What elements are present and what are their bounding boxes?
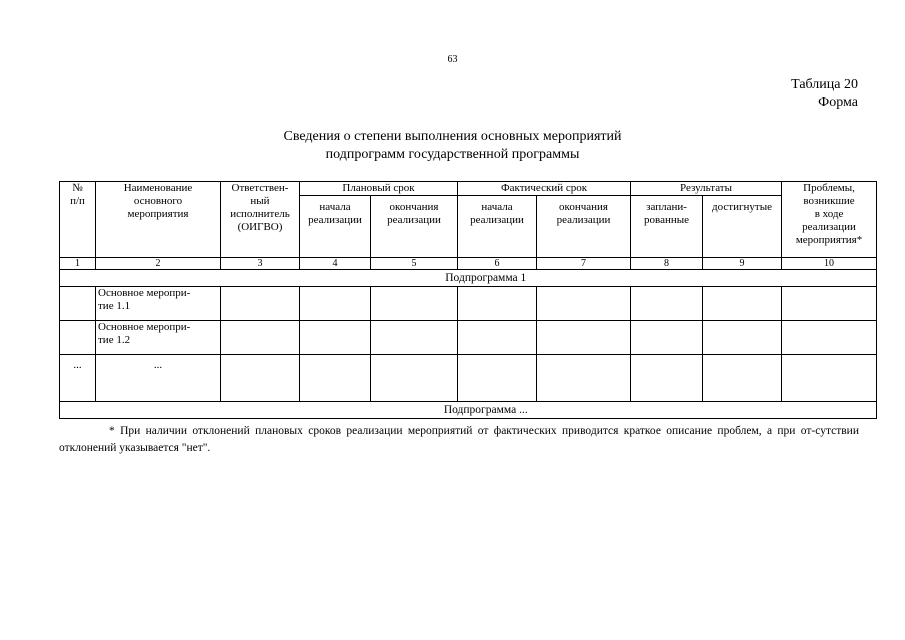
header-results-achieved: достигнутые (703, 196, 782, 258)
column-number: 7 (537, 258, 631, 270)
row-name-cell: Основное меропри- тие 1.1 (96, 287, 221, 321)
header-planned-start: начала реализации (300, 196, 371, 258)
table-row (60, 321, 877, 355)
header-responsible: Ответствен- ный исполнитель (ОИГВО) (221, 182, 300, 258)
header-actual-end: окончания реализации (537, 196, 631, 258)
footnote: * При наличии отклонений плановых сроков реализации мероприятий от фактических приводится краткое описание проблем, а при от-сутствии отклонений указывается "нет". (59, 425, 859, 454)
column-number: 4 (300, 258, 371, 270)
row-name-cell: Основное меропри- тие 1.2 (96, 321, 221, 355)
column-numbers-row (60, 258, 877, 270)
column-number: 10 (782, 258, 877, 270)
header-planned-end: окончания реализации (371, 196, 458, 258)
column-number: 1 (60, 258, 96, 270)
column-number: 5 (371, 258, 458, 270)
header-actual: Фактический срок (458, 182, 631, 196)
table-row (60, 355, 877, 402)
title-line-1: Сведения о степени выполнения основных мероприятий (283, 129, 622, 144)
measures-table (59, 181, 877, 419)
subprogram-row (60, 270, 877, 287)
form-label: Форма (818, 95, 858, 110)
header-actual-start: начала реализации (458, 196, 537, 258)
page-number: 63 (447, 54, 458, 65)
column-number: 2 (96, 258, 221, 270)
subprogram-n-label: Подпрограмма ... (96, 402, 877, 419)
table-row (60, 287, 877, 321)
header-problems: Проблемы, возникшие в ходе реализации мероприятия* (782, 182, 877, 258)
table-number: Таблица 20 (791, 77, 858, 92)
row-num-cell (60, 321, 96, 355)
header-results-planned: заплани- рованные (631, 196, 703, 258)
header-num: № п/п (60, 182, 96, 258)
column-number: 6 (458, 258, 537, 270)
header-results: Результаты (631, 182, 782, 196)
subprogram-1-label: Подпрограмма 1 (96, 270, 877, 287)
header-name: Наименование основного мероприятия (96, 182, 221, 258)
title-line-2: подпрограмм государственной программы (325, 147, 580, 162)
subprogram-row (60, 402, 877, 419)
document-title (0, 128, 905, 164)
column-number: 9 (703, 258, 782, 270)
row-num-cell: ... (60, 355, 96, 402)
row-name-cell: ... (96, 355, 221, 402)
header-planned: Плановый срок (300, 182, 458, 196)
column-number: 3 (221, 258, 300, 270)
row-num-cell (60, 287, 96, 321)
table-label (791, 76, 858, 112)
column-number: 8 (631, 258, 703, 270)
